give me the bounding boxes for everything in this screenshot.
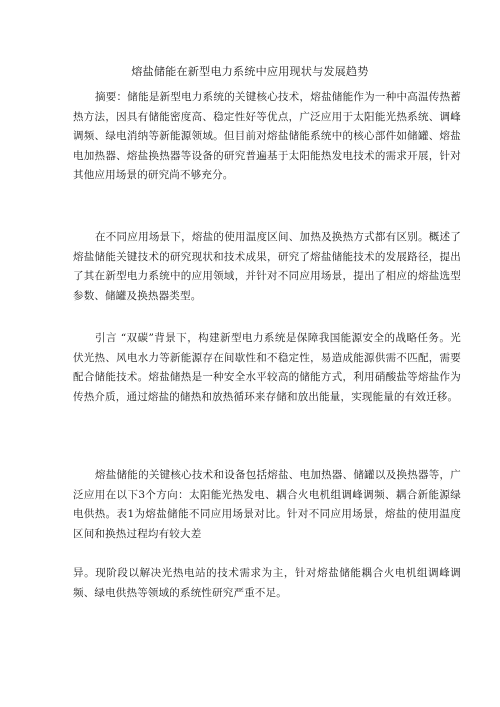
body-paragraph-continued: 异。现阶段以解决光热电站的技术需求为主，针对熔盐储能耦合火电机组调峰调频、绿电供热等领域的系统性研究严重不足。	[73, 567, 461, 599]
introduction-paragraph: 引言 “双碳”背景下，构建新型电力系统是保障我国能源安全的战略任务。光伏光热、风电水力等新能源存在间歇性和不稳定性，易造成能源供需不匹配，需要配合储能技术。熔盐储热是一种安全水平较高的储能方式，利用硝酸盐等熔盐作为传热介质，通过熔盐的储热和放热循环来存储和放出能量，实现能量的有效迁移。	[73, 332, 461, 403]
body-paragraph: 熔盐储能的关键核心技术和设备包括熔盐、电加热器、储罐以及换热器等，广泛应用在以下3个方向：太阳能光热发电、耦合火电机组调峰调频、耦合新能源绿电供热。表1为熔盐储能不同应用场景对比。针对不同应用场景，熔盐的使用温度区间和换热过程均有较大差	[73, 469, 461, 540]
document-title: 熔盐储能在新型电力系统中应用现状与发展趋势	[131, 65, 369, 78]
abstract-paragraph: 摘要：储能是新型电力系统的关键核心技术，熔盐储能作为一种中高温传热蓄热方法，因具有储能密度高、稳定性好等优点，广泛应用于太阳能光热系统、调峰调频、绿电消纳等新能源领域。但目前对熔盐储能系统中的核心部件如储罐、熔盐电加热器、熔盐换热器等设备的研究普遍基于太阳能热发电技术的需求开展，针对其他应用场景的研究尚不够充分。	[73, 91, 461, 182]
body-paragraph: 在不同应用场景下，熔盐的使用温度区间、加热及换热方式都有区别。概述了熔盐储能关键技术的研究现状和技术成果，研究了熔盐储能技术的发展路径，提出了其在新型电力系统中的应用领域，并针对不同应用场景，提出了相应的熔盐选型参数、储罐及换热器类型。	[73, 231, 461, 302]
